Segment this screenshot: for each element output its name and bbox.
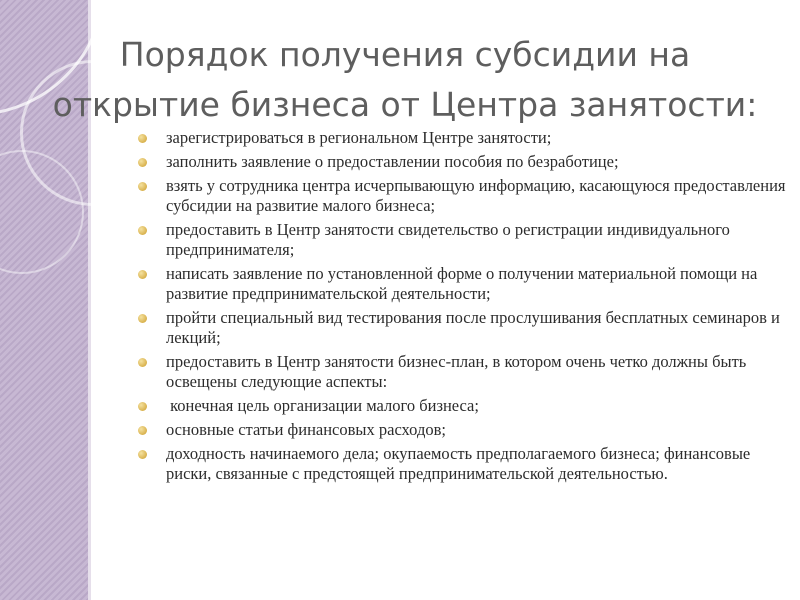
list-item-text: заполнить заявление о предоставлении пособия по безработице; [166, 152, 619, 171]
title-line-2: открытие бизнеса от Центра занятости: [52, 85, 758, 124]
list-item [138, 176, 788, 216]
bullet-dot-icon [138, 402, 147, 411]
list-item [138, 128, 788, 148]
list-item-text: написать заявление по установленной форме о получении материальной помощи на развитие предпринимательской деятельности; [166, 264, 758, 303]
bullet-dot-icon [138, 358, 147, 367]
list-item [138, 264, 788, 304]
list-item [138, 444, 788, 484]
list-item [138, 420, 788, 440]
bullet-dot-icon [138, 426, 147, 435]
list-item [138, 396, 788, 416]
list-item-text: доходность начинаемого дела; окупаемость предполагаемого бизнеса; финансовые риски, связанные с предстоящей предпринимательской деятельностью. [166, 444, 751, 483]
bullet-dot-icon [138, 158, 147, 167]
bullet-dot-icon [138, 270, 147, 279]
list-item [138, 352, 788, 392]
list-item [138, 220, 788, 260]
list-item-text: зарегистрироваться в региональном Центре занятости; [166, 128, 552, 147]
list-item-text: предоставить в Центр занятости свидетельство о регистрации индивидуального предпринимателя; [166, 220, 730, 259]
list-item-text: предоставить в Центр занятости бизнес-план, в котором очень четко должны быть освещены следующие аспекты: [166, 352, 747, 391]
title-line-1: Порядок получения субсидии на [119, 35, 691, 74]
bullet-dot-icon [138, 450, 147, 459]
list-item-text: конечная цель организации малого бизнеса; [166, 396, 479, 415]
bullet-dot-icon [138, 314, 147, 323]
bullet-dot-icon [138, 226, 147, 235]
list-item-text: основные статьи финансовых расходов; [166, 420, 446, 439]
slide-title [10, 30, 800, 130]
list-item [138, 152, 788, 172]
bullet-list [138, 128, 788, 488]
bullet-dot-icon [138, 134, 147, 143]
list-item-text: взять у сотрудника центра исчерпывающую информацию, касающуюся предоставления субсидии на развитие малого бизнеса; [166, 176, 786, 215]
bullet-dot-icon [138, 182, 147, 191]
list-item-text: пройти специальный вид тестирования после прослушивания бесплатных семинаров и лекций; [166, 308, 780, 347]
list-item [138, 308, 788, 348]
